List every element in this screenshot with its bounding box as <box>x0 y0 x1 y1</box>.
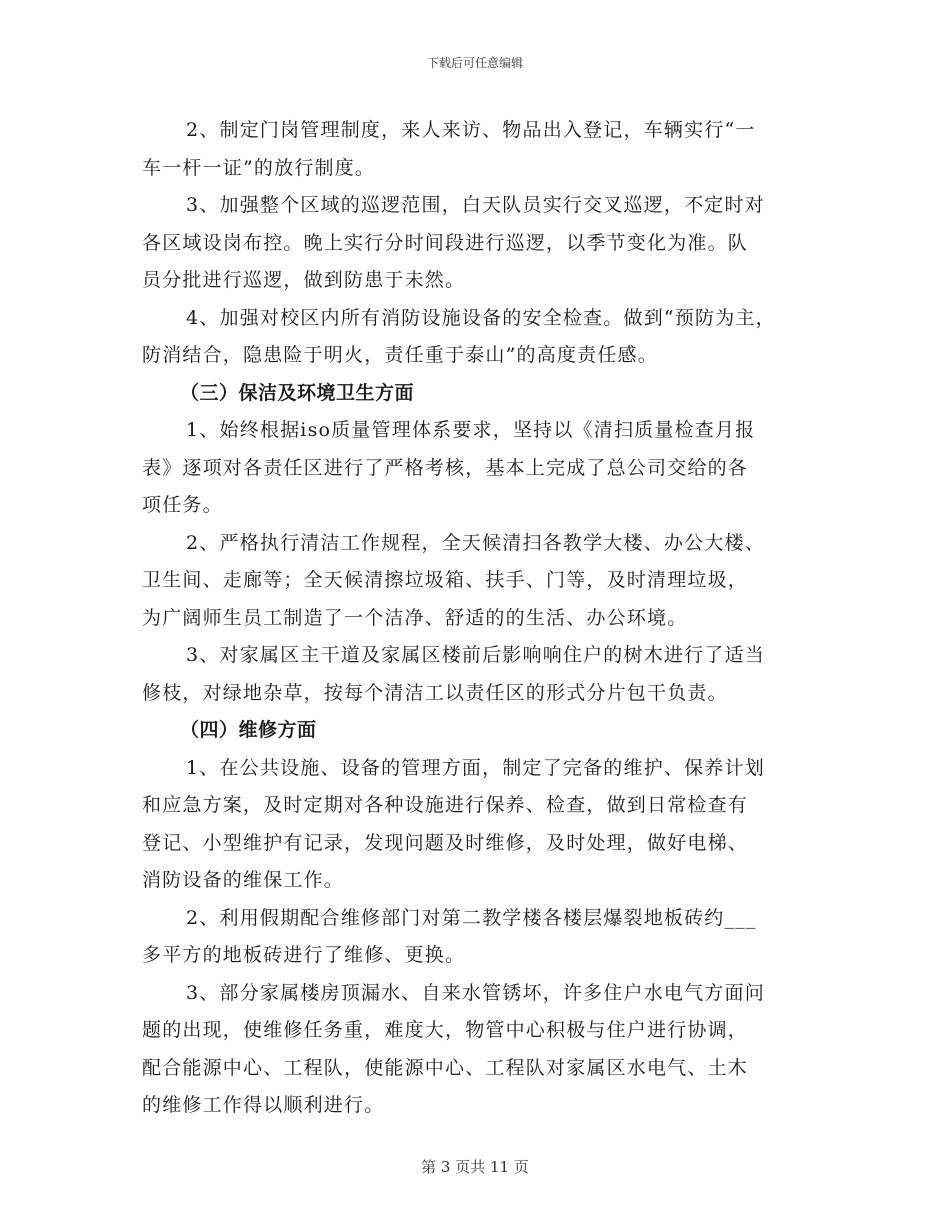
text-line: 4、加强对校区内所有消防设施设备的安全检查。做到“预防为主， <box>186 306 776 329</box>
section-heading: （三）保洁及环境卫生方面 <box>180 381 415 404</box>
document-body <box>142 112 832 1125</box>
text-line: 卫生间、走廊等；全天候清擦垃圾箱、扶手、门等，及时清理垃圾， <box>142 569 749 591</box>
text-line: 登记、小型维护有记录，发现问题及时维修，及时处理，做好电梯、 <box>142 831 749 854</box>
text-line: 2、制定门岗管理制度，来人来访、物品出入登记，车辆实行“一 <box>186 119 756 141</box>
text-line: 为广阔师生员工制造了一个洁净、舒适的的生活、办公环境。 <box>142 606 688 629</box>
text-line: 3、部分家属楼房顶漏水、自来水管锈坏，许多住户水电气方面问 <box>186 981 765 1004</box>
text-line: 题的出现，使维修任务重，难度大，物管中心积极与住户进行协调， <box>142 1019 749 1041</box>
section-heading: （四）维修方面 <box>180 719 317 741</box>
text-line: 各区域设岗布控。晚上实行分时间段进行巡逻，以季节变化为准。队 <box>142 231 749 254</box>
text-line: 消防设备的维保工作。 <box>142 869 345 891</box>
text-line: 车一杆一证”的放行制度。 <box>142 156 376 179</box>
text-line: 配合能源中心、工程队，使能源中心、工程队对家属区水电气、土木 <box>142 1056 749 1079</box>
text-line: 2、利用假期配合维修部门对第二教学楼各楼层爆裂地板砖约___ <box>186 906 757 929</box>
text-line: 3、加强整个区域的巡逻范围，白天队员实行交叉巡逻，不定时对 <box>186 194 765 216</box>
text-line: 1、始终根据iso质量管理体系要求，坚持以《清扫质量检查月报 <box>186 419 756 441</box>
text-line: 防消结合，隐患险于明火，责任重于泰山”的高度责任感。 <box>142 344 658 366</box>
text-line: 和应急方案，及时定期对各种设施进行保养、检查，做到日常检查有 <box>142 794 749 816</box>
text-line: 1、在公共设施、设备的管理方面，制定了完备的维护、保养计划 <box>186 756 765 779</box>
text-line: 表》逐项对各责任区进行了严格考核，基本上完成了总公司交给的各 <box>142 456 749 479</box>
text-line: 员分批进行巡逻，做到防患于未然。 <box>142 269 466 291</box>
text-line: 多平方的地板砖进行了维修、更换。 <box>142 944 466 966</box>
text-line: 3、对家属区主干道及家属区楼前后影响响住户的树木进行了适当 <box>186 644 765 666</box>
text-line: 的维修工作得以顺利进行。 <box>142 1094 385 1116</box>
page-footer: 第 3 页共 11 页 <box>421 1158 529 1176</box>
page-header: 下载后可任意编辑 <box>426 56 523 70</box>
text-line: 2、严格执行清洁工作规程，全天候清扫各教学大楼、办公大楼、 <box>186 531 765 554</box>
text-line: 修枝，对绿地杂草，按每个清洁工以责任区的形式分片包干负责。 <box>142 681 728 704</box>
text-line: 项任务。 <box>142 494 223 516</box>
